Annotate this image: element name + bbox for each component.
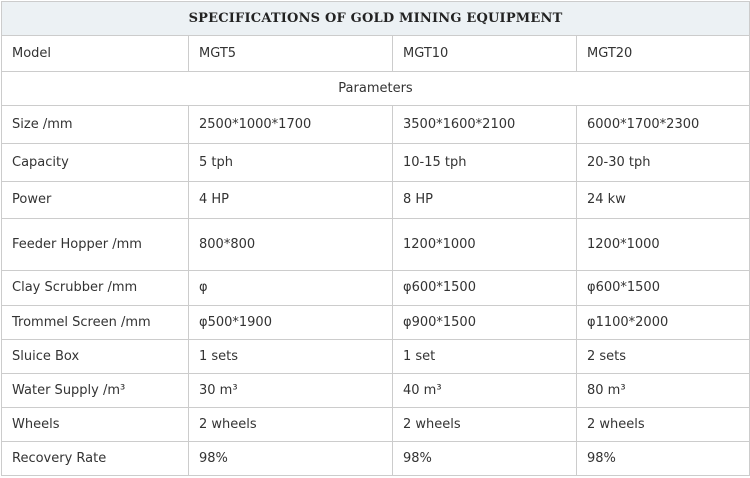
row-label: Recovery Rate [2,442,189,476]
header-row [2,36,750,72]
cell-value: 24 kw [577,182,750,219]
row-label: Sluice Box [2,340,189,374]
cell-value: 30 m³ [189,374,393,408]
cell-value: 2 wheels [393,408,577,442]
table-row [2,374,750,408]
table-row [2,408,750,442]
cell-value: 98% [393,442,577,476]
header-model: Model [2,36,189,72]
cell-value: φ500*1900 [189,306,393,340]
cell-value: φ600*1500 [577,271,750,306]
cell-value: 10-15 tph [393,144,577,182]
cell-value: 1 set [393,340,577,374]
cell-value: φ900*1500 [393,306,577,340]
cell-value: 1200*1000 [393,219,577,271]
row-label: Water Supply /m³ [2,374,189,408]
cell-value: 80 m³ [577,374,750,408]
header-mgt10: MGT10 [393,36,577,72]
cell-value: φ600*1500 [393,271,577,306]
header-mgt20: MGT20 [577,36,750,72]
cell-value: φ [189,271,393,306]
cell-value: 1200*1000 [577,219,750,271]
cell-value: 1 sets [189,340,393,374]
table-row [2,271,750,306]
row-label: Power [2,182,189,219]
row-label: Size /mm [2,106,189,144]
cell-value: 40 m³ [393,374,577,408]
cell-value: 2 wheels [189,408,393,442]
row-label: Capacity [2,144,189,182]
row-label: Clay Scrubber /mm [2,271,189,306]
table-row [2,144,750,182]
cell-value: 800*800 [189,219,393,271]
specifications-table [1,1,750,476]
table-row [2,306,750,340]
cell-value: 20-30 tph [577,144,750,182]
cell-value: 2 wheels [577,408,750,442]
header-mgt5: MGT5 [189,36,393,72]
row-label: Trommel Screen /mm [2,306,189,340]
section-row [2,72,750,106]
cell-value: 6000*1700*2300 [577,106,750,144]
cell-value: 3500*1600*2100 [393,106,577,144]
table-row [2,340,750,374]
table-row [2,182,750,219]
cell-value: 2500*1000*1700 [189,106,393,144]
cell-value: φ1100*2000 [577,306,750,340]
title-row [2,2,750,36]
section-label: Parameters [2,72,750,106]
cell-value: 98% [577,442,750,476]
row-label: Wheels [2,408,189,442]
cell-value: 8 HP [393,182,577,219]
table-title: SPECIFICATIONS OF GOLD MINING EQUIPMENT [2,2,750,36]
cell-value: 2 sets [577,340,750,374]
cell-value: 5 tph [189,144,393,182]
row-label: Feeder Hopper /mm [2,219,189,271]
table-row [2,442,750,476]
cell-value: 98% [189,442,393,476]
cell-value: 4 HP [189,182,393,219]
table-row [2,106,750,144]
table-row [2,219,750,271]
